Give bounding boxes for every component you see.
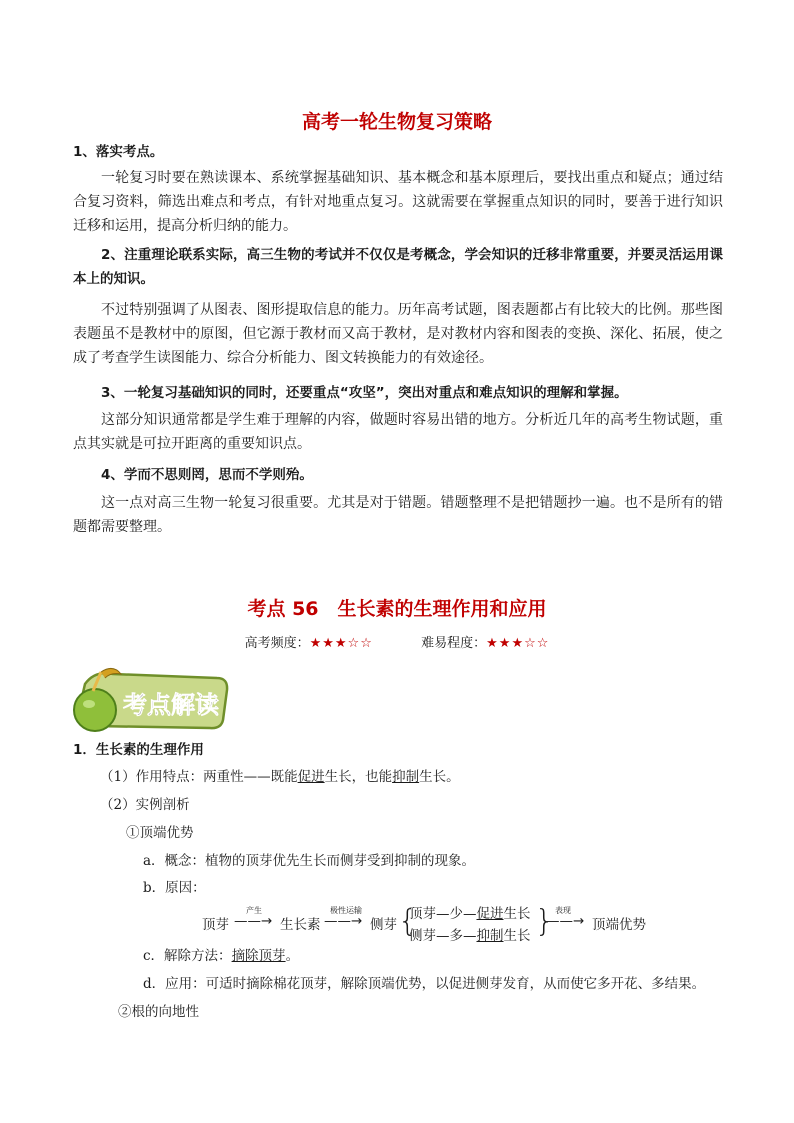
topic-title: 考点 56 生长素的生理作用和应用	[247, 598, 547, 620]
difficulty-label: 难易程度：	[421, 636, 487, 651]
section-3-heading: 3、一轮复习基础知识的同时，还要重点“攻坚”，突出对重点和难点知识的理解和掌握。	[101, 385, 628, 401]
section-3-body: 这部分知识通常都是学生难于理解的内容，做题时容易出错的地方。分析近几年的高考生物试题，重点其实就是可拉开距离的重要知识点。	[73, 412, 723, 452]
arrow1-label: 产生	[246, 906, 262, 915]
arrow3: ——→	[546, 913, 585, 929]
point-2: （2）实例剖析	[100, 797, 190, 813]
point-1: （1）作用特点：两重性——既能促进生长，也能抑制生长。	[100, 769, 460, 785]
point-2-1: ①顶端优势	[126, 825, 194, 841]
formula-end1: 侧芽	[370, 917, 397, 933]
point-b: b．原因：	[143, 880, 206, 896]
arrow2-label: 极性运输	[330, 906, 362, 915]
badge-text: 考点解读	[123, 691, 219, 719]
coconut-icon	[74, 689, 116, 731]
section-4-heading: 4、学而不思则罔，思而不学则殆。	[101, 467, 313, 483]
formula-start: 顶芽	[202, 917, 229, 933]
point-c: c．解除方法：摘除顶芽。	[143, 948, 300, 964]
frequency-stars: ★★★☆☆	[309, 636, 373, 651]
section-1-heading: 1、落实考点。	[73, 144, 164, 160]
section-2-heading: 2、注重理论联系实际，高三生物的考试并不仅仅是考概念，学会知识的迁移非常重要，并要灵活运用课本上的知识。	[73, 247, 723, 287]
formula-mid: 生长素	[280, 917, 321, 933]
page-title: 高考一轮生物复习策略	[301, 111, 492, 133]
frequency-label: 高考频度：	[244, 636, 310, 651]
arrow2: ——→	[324, 913, 363, 929]
formula-bottom-branch: 侧芽—多—抑制生长	[409, 928, 531, 944]
point-2-2: ②根的向地性	[118, 1004, 199, 1020]
heading-1: 1．生长素的生理作用	[73, 742, 204, 758]
point-a: a．概念：植物的顶芽优先生长而侧芽受到抑制的现象。	[143, 853, 476, 869]
point-d: d．应用：可适时摘除棉花顶芽，解除顶端优势，以促进侧芽发育，从而使它多开花、多结果。	[143, 976, 706, 992]
section-1-body: 一轮复习时要在熟读课本、系统掌握基础知识、基本概念和基本原理后，要找出重点和疑点；通过结合复习资料，筛选出难点和考点，有针对地重点复习。这就需要在掌握重点知识的同时，要善于进行知识迁移和运用，提高分析归纳的能力。	[73, 170, 723, 234]
section-2-body: 不过特别强调了从图表、图形提取信息的能力。历年高考试题，图表题都占有比较大的比例。那些图表题虽不是教材中的原图，但它源于教材而又高于教材，是对教材内容和图表的变换、深化、拓展，使之成了考查学生读图能力、综合分析能力、图文转换能力的有效途径。	[73, 302, 723, 366]
section-4-body: 这一点对高三生物一轮复习很重要。尤其是对于错题。错题整理不是把错题抄一遍。也不是所有的错题都需要整理。	[73, 495, 723, 535]
difficulty-stars: ★★★☆☆	[486, 636, 550, 651]
document-page: 高考一轮生物复习策略 1、落实考点。 一轮复习时要在熟读课本、系统掌握基础知识、基本概念和基本原理后，要找出重点和疑点；通过结合复习资料，筛选出难点和考点，有针对地重点复习。这就需要在掌握重点知识的同时，要善于进行知识迁移和运用，提高分析归纳的能力。 2、注重理论联系实际，高三生物的考试并不仅仅是考概念，学会知识的迁移非常重要，并要灵活运用课本上的知识。 不过特别强调了从图表、图形提取信息的能力。历年高考试题，图表题都占有比较大的比例。那些图表题虽不是教材中的原图，但它源于教材而又高于教材，是对教材内容和图表的变换、深化、拓展，使之成了考查学生读图能力、综合分析能力、图文转换能力的有效途径。 3、一轮复习基础知识的同时，还要重点“攻坚”，突出对重点和难点知识的理解和掌握。 这部分知识通常都是学生难于理解的内容，做题时容易出错的地方。分析近几年的高考生物试题，重点其实就是可拉开距离的重要知识点。 4、学而不思则罔，思而不学则殆。 这一点对高三生物一轮复习很重要。尤其是对于错题。错题整理不是把错题抄一遍。也不是所有的错题都需要整理。 考点 56 生长素的生理作用和应用 高考频度：★★★☆☆ 难易程度：★★★☆☆ 考点解读 1．生长素的生理作用 （1）作用特点：两重性——既能促进生长，也能抑制生长。 （2）实例剖析 ①顶端优势 a．概念：植物的顶芽优先生长而侧芽受到抑制的现象。 b．原因： 顶芽 产生 ——→ 生长素 极性运输 ——→ 侧芽 { 顶芽—少—促进生长 侧芽—多—抑制生长 } 表现 ——→ 顶端优势 c．解除方法：摘除顶芽。 d．应用：可适时摘除棉花顶芽，解除顶端优势，以促进侧芽发育，从而使它多开花、多结果。 ②根的向地性	[0, 0, 794, 1123]
arrow3-label: 表现	[555, 906, 571, 915]
rating-row	[0, 632, 794, 651]
topic-badge	[65, 666, 230, 736]
arrow1: ——→	[234, 913, 273, 929]
formula-top-branch: 顶芽—少—促进生长	[409, 906, 531, 922]
formula-result: 顶端优势	[592, 917, 646, 933]
